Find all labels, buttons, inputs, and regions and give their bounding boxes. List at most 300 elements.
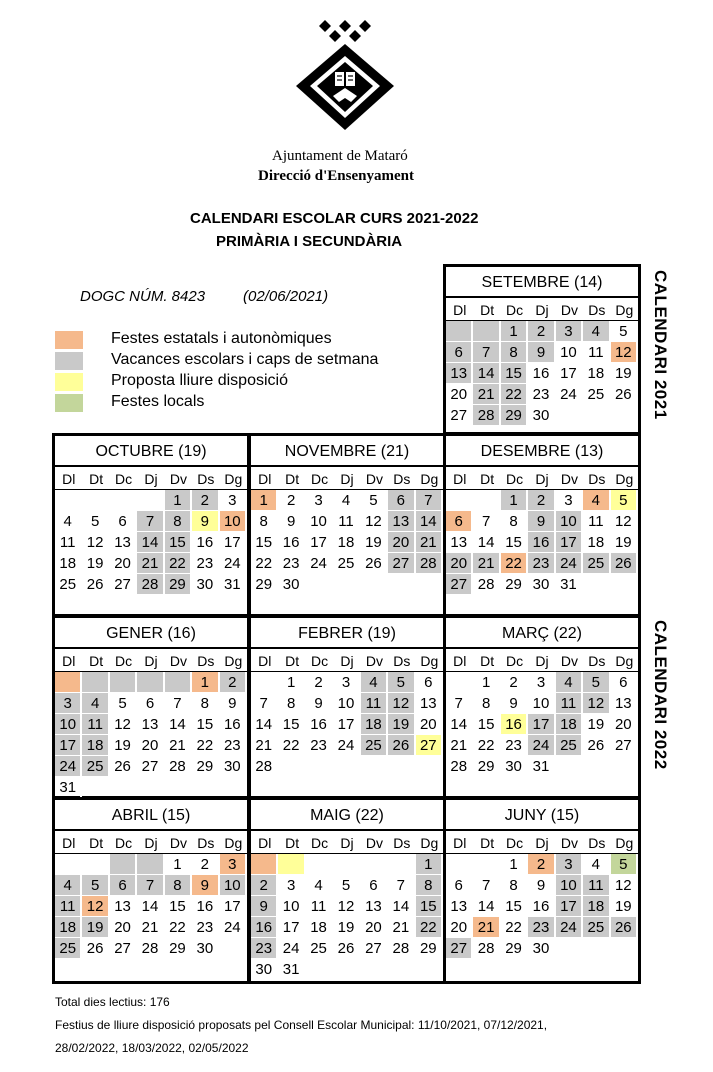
day-cell: 21 xyxy=(137,917,164,938)
weekday-header: Dj xyxy=(528,651,555,672)
day-cell: 18 xyxy=(583,363,610,384)
day-cell: 6 xyxy=(110,511,137,532)
day-cell: 1 xyxy=(278,672,305,693)
department-name: Direcció d'Ensenyament xyxy=(258,168,414,184)
day-cell: 16 xyxy=(306,714,333,735)
month-title: GENER (16) xyxy=(55,618,247,649)
day-cell: 31 xyxy=(220,574,247,595)
day-cell: 12 xyxy=(611,875,638,896)
day-cell: 4 xyxy=(583,490,610,511)
day-cell: 7 xyxy=(416,490,443,511)
day-cell: 3 xyxy=(333,672,360,693)
weekday-header: Dl xyxy=(55,833,82,854)
day-cell: 17 xyxy=(55,735,82,756)
day-cell: 26 xyxy=(333,938,360,959)
day-cell: 22 xyxy=(251,553,278,574)
day-cell: 28 xyxy=(137,574,164,595)
day-cell: 2 xyxy=(220,672,247,693)
day-cell: 20 xyxy=(416,714,443,735)
day-cell: 25 xyxy=(583,553,610,574)
day-cell: 4 xyxy=(82,693,109,714)
empty-day-cell xyxy=(165,672,192,693)
day-cell: 12 xyxy=(361,511,388,532)
weekday-header: Ds xyxy=(192,651,219,672)
day-cell: 3 xyxy=(556,490,583,511)
day-cell: 8 xyxy=(501,342,528,363)
month-title: ABRIL (15) xyxy=(55,800,247,831)
day-cell: 16 xyxy=(501,714,528,735)
day-cell: 3 xyxy=(220,490,247,511)
weekday-header: Dv xyxy=(556,651,583,672)
day-cell: 7 xyxy=(473,342,500,363)
day-cell: 25 xyxy=(556,735,583,756)
day-cell: 21 xyxy=(473,384,500,405)
weekday-header: Dt xyxy=(473,833,500,854)
day-cell: 13 xyxy=(611,693,638,714)
day-cell: 5 xyxy=(611,490,638,511)
day-cell: 2 xyxy=(192,854,219,875)
weekday-header: Dg xyxy=(611,300,638,321)
day-cell: 15 xyxy=(501,532,528,553)
weekday-header: Dg xyxy=(416,833,443,854)
day-cell: 15 xyxy=(165,532,192,553)
month-title: FEBRER (19) xyxy=(251,618,443,649)
weekday-header: Ds xyxy=(388,469,415,490)
day-cell: 9 xyxy=(306,693,333,714)
day-cell: 14 xyxy=(137,896,164,917)
day-cell: 17 xyxy=(278,917,305,938)
weekday-header: Dl xyxy=(55,469,82,490)
day-cell: 28 xyxy=(137,938,164,959)
weekday-header: Dc xyxy=(110,651,137,672)
day-cell: 27 xyxy=(446,405,473,426)
day-cell: 3 xyxy=(556,321,583,342)
day-cell: 13 xyxy=(137,714,164,735)
weekday-header: Ds xyxy=(192,469,219,490)
day-cell: 24 xyxy=(278,938,305,959)
day-cell: 1 xyxy=(501,490,528,511)
month-gener xyxy=(52,615,250,799)
day-cell: 5 xyxy=(110,693,137,714)
day-cell: 30 xyxy=(278,574,305,595)
day-cell: 10 xyxy=(278,896,305,917)
mataro-coat-of-arms-logo xyxy=(288,14,403,139)
month-abril xyxy=(52,797,250,984)
day-cell: 30 xyxy=(192,938,219,959)
day-cell: 27 xyxy=(446,574,473,595)
day-cell: 31 xyxy=(528,756,555,777)
day-cell: 3 xyxy=(278,875,305,896)
day-cell: 5 xyxy=(82,511,109,532)
day-cell: 27 xyxy=(137,756,164,777)
day-cell: 18 xyxy=(306,917,333,938)
day-cell: 16 xyxy=(220,714,247,735)
day-cell: 13 xyxy=(110,896,137,917)
weekday-header: Dv xyxy=(361,651,388,672)
day-cell: 31 xyxy=(55,777,82,798)
day-cell: 1 xyxy=(165,854,192,875)
day-cell: 22 xyxy=(278,735,305,756)
day-cell: 9 xyxy=(251,896,278,917)
day-cell: 10 xyxy=(556,511,583,532)
empty-day-cell xyxy=(388,854,415,875)
weekday-header: Dv xyxy=(556,300,583,321)
month-setembre xyxy=(443,264,641,435)
day-cell: 7 xyxy=(137,511,164,532)
day-cell: 20 xyxy=(110,553,137,574)
weekday-header: Ds xyxy=(583,833,610,854)
day-cell: 11 xyxy=(333,511,360,532)
day-cell: 19 xyxy=(611,363,638,384)
day-cell: 13 xyxy=(388,511,415,532)
empty-day-cell xyxy=(82,672,109,693)
month-days-grid xyxy=(55,651,247,798)
day-cell: 25 xyxy=(583,384,610,405)
empty-day-cell xyxy=(446,321,473,342)
weekday-header: Dj xyxy=(333,833,360,854)
day-cell: 2 xyxy=(501,672,528,693)
empty-day-cell xyxy=(137,672,164,693)
day-cell: 13 xyxy=(110,532,137,553)
day-cell: 1 xyxy=(251,490,278,511)
day-cell: 11 xyxy=(583,342,610,363)
weekday-header: Dl xyxy=(251,651,278,672)
day-cell: 22 xyxy=(165,917,192,938)
day-cell: 10 xyxy=(556,342,583,363)
day-cell: 22 xyxy=(192,735,219,756)
day-cell: 4 xyxy=(583,321,610,342)
month-title: DESEMBRE (13) xyxy=(446,436,638,467)
day-cell: 1 xyxy=(473,672,500,693)
empty-day-cell xyxy=(446,672,473,693)
legend-label: Festes locals xyxy=(111,393,205,410)
weekday-header: Ds xyxy=(388,833,415,854)
weekday-header: Dc xyxy=(501,469,528,490)
day-cell: 15 xyxy=(278,714,305,735)
day-cell: 23 xyxy=(528,917,555,938)
month-days-grid xyxy=(55,833,247,959)
month-days-grid xyxy=(446,469,638,595)
weekday-header: Dj xyxy=(528,300,555,321)
day-cell: 15 xyxy=(501,896,528,917)
total-school-days: Total dies lectius: 176 xyxy=(55,995,170,1009)
day-cell: 10 xyxy=(556,875,583,896)
day-cell: 14 xyxy=(473,532,500,553)
weekday-header: Dl xyxy=(251,469,278,490)
day-cell: 16 xyxy=(528,532,555,553)
side-label-2021: CALENDARI 2021 xyxy=(651,270,670,420)
weekday-header: Dg xyxy=(220,833,247,854)
month-days-grid xyxy=(446,300,638,426)
month-title: MAIG (22) xyxy=(251,800,443,831)
day-cell: 28 xyxy=(416,553,443,574)
day-cell: 26 xyxy=(82,574,109,595)
day-cell: 6 xyxy=(361,875,388,896)
day-cell: 11 xyxy=(583,875,610,896)
day-cell: 22 xyxy=(501,384,528,405)
day-cell: 9 xyxy=(192,511,219,532)
weekday-header: Dc xyxy=(110,469,137,490)
day-cell: 31 xyxy=(278,959,305,980)
month-febrer xyxy=(248,615,446,799)
day-cell: 14 xyxy=(137,532,164,553)
day-cell: 28 xyxy=(473,574,500,595)
month-title: SETEMBRE (14) xyxy=(446,267,638,298)
day-cell: 17 xyxy=(306,532,333,553)
weekday-header: Dv xyxy=(361,833,388,854)
legend-label: Vacances escolars i caps de setmana xyxy=(111,351,379,368)
month-title: JUNY (15) xyxy=(446,800,638,831)
weekday-header: Dv xyxy=(165,651,192,672)
day-cell: 16 xyxy=(528,363,555,384)
day-cell: 20 xyxy=(446,917,473,938)
weekday-header: Dc xyxy=(501,300,528,321)
day-cell: 7 xyxy=(388,875,415,896)
day-cell: 8 xyxy=(501,511,528,532)
day-cell: 12 xyxy=(583,693,610,714)
weekday-header: Dj xyxy=(528,833,555,854)
day-cell: 10 xyxy=(220,875,247,896)
day-cell: 28 xyxy=(165,756,192,777)
day-cell: 2 xyxy=(528,854,555,875)
weekday-header: Dg xyxy=(416,651,443,672)
day-cell: 15 xyxy=(473,714,500,735)
weekday-header: Dg xyxy=(220,651,247,672)
day-cell: 10 xyxy=(333,693,360,714)
day-cell: 24 xyxy=(55,756,82,777)
day-cell: 25 xyxy=(333,553,360,574)
day-cell: 27 xyxy=(611,735,638,756)
day-cell: 8 xyxy=(165,511,192,532)
day-cell: 18 xyxy=(556,714,583,735)
day-cell: 12 xyxy=(611,342,638,363)
day-cell: 15 xyxy=(501,363,528,384)
day-cell: 5 xyxy=(611,854,638,875)
day-cell: 24 xyxy=(556,384,583,405)
day-cell: 3 xyxy=(220,854,247,875)
day-cell: 9 xyxy=(528,875,555,896)
month-title: OCTUBRE (19) xyxy=(55,436,247,467)
day-cell: 2 xyxy=(528,490,555,511)
day-cell: 1 xyxy=(501,321,528,342)
empty-day-cell xyxy=(110,490,137,511)
empty-day-cell xyxy=(137,854,164,875)
day-cell: 28 xyxy=(473,405,500,426)
day-cell: 23 xyxy=(251,938,278,959)
day-cell: 16 xyxy=(528,896,555,917)
day-cell: 16 xyxy=(251,917,278,938)
day-cell: 26 xyxy=(611,917,638,938)
day-cell: 19 xyxy=(110,735,137,756)
day-cell: 18 xyxy=(55,917,82,938)
day-cell: 11 xyxy=(306,896,333,917)
empty-day-cell xyxy=(473,490,500,511)
weekday-header: Dv xyxy=(165,469,192,490)
day-cell: 4 xyxy=(583,854,610,875)
day-cell: 22 xyxy=(165,553,192,574)
day-cell: 5 xyxy=(583,672,610,693)
day-cell: 26 xyxy=(388,735,415,756)
day-cell: 2 xyxy=(278,490,305,511)
day-cell: 4 xyxy=(55,511,82,532)
day-cell: 17 xyxy=(220,896,247,917)
day-cell: 23 xyxy=(528,553,555,574)
day-cell: 1 xyxy=(192,672,219,693)
day-cell: 28 xyxy=(388,938,415,959)
day-cell: 8 xyxy=(251,511,278,532)
day-cell: 24 xyxy=(220,553,247,574)
festius-note-line-2: 28/02/2022, 18/03/2022, 02/05/2022 xyxy=(55,1041,249,1055)
day-cell: 20 xyxy=(388,532,415,553)
day-cell: 14 xyxy=(165,714,192,735)
day-cell: 6 xyxy=(446,342,473,363)
day-cell: 17 xyxy=(528,714,555,735)
empty-day-cell xyxy=(110,854,137,875)
weekday-header: Dt xyxy=(278,469,305,490)
legend-swatch xyxy=(55,331,83,349)
dogc-date: (02/06/2021) xyxy=(243,288,329,305)
calendar-subtitle: PRIMÀRIA I SECUNDÀRIA xyxy=(216,233,403,250)
day-cell: 26 xyxy=(361,553,388,574)
day-cell: 4 xyxy=(55,875,82,896)
day-cell: 7 xyxy=(137,875,164,896)
day-cell: 16 xyxy=(192,532,219,553)
empty-day-cell xyxy=(82,490,109,511)
day-cell: 17 xyxy=(333,714,360,735)
day-cell: 20 xyxy=(361,917,388,938)
empty-day-cell xyxy=(333,854,360,875)
day-cell: 10 xyxy=(528,693,555,714)
day-cell: 11 xyxy=(583,511,610,532)
month-maig xyxy=(248,797,446,984)
weekday-header: Dg xyxy=(220,469,247,490)
weekday-header: Dv xyxy=(556,469,583,490)
day-cell: 30 xyxy=(528,405,555,426)
day-cell: 11 xyxy=(55,896,82,917)
day-cell: 21 xyxy=(251,735,278,756)
day-cell: 18 xyxy=(583,532,610,553)
day-cell: 12 xyxy=(388,693,415,714)
day-cell: 14 xyxy=(251,714,278,735)
day-cell: 6 xyxy=(416,672,443,693)
day-cell: 13 xyxy=(446,896,473,917)
day-cell: 6 xyxy=(446,511,473,532)
day-cell: 21 xyxy=(473,553,500,574)
day-cell: 30 xyxy=(528,574,555,595)
day-cell: 21 xyxy=(416,532,443,553)
empty-day-cell xyxy=(137,490,164,511)
day-cell: 25 xyxy=(583,917,610,938)
empty-day-cell xyxy=(446,490,473,511)
month-days-grid xyxy=(251,469,443,595)
weekday-header: Dg xyxy=(416,469,443,490)
day-cell: 21 xyxy=(473,917,500,938)
day-cell: 8 xyxy=(192,693,219,714)
month-marc xyxy=(443,615,641,799)
day-cell: 9 xyxy=(192,875,219,896)
day-cell: 23 xyxy=(306,735,333,756)
day-cell: 17 xyxy=(556,363,583,384)
weekday-header: Dg xyxy=(611,469,638,490)
day-cell: 7 xyxy=(473,875,500,896)
day-cell: 18 xyxy=(82,735,109,756)
festius-note-line-1: Festius de lliure disposició proposats pel Consell Escolar Municipal: 11/10/2021, 07/12/2021, xyxy=(55,1018,548,1032)
day-cell: 21 xyxy=(165,735,192,756)
day-cell: 17 xyxy=(556,532,583,553)
day-cell: 11 xyxy=(55,532,82,553)
day-cell: 24 xyxy=(220,917,247,938)
side-label-2022: CALENDARI 2022 xyxy=(651,620,670,770)
empty-day-cell xyxy=(55,854,82,875)
day-cell: 27 xyxy=(110,938,137,959)
day-cell: 18 xyxy=(333,532,360,553)
day-cell: 12 xyxy=(82,532,109,553)
day-cell: 8 xyxy=(501,875,528,896)
day-cell: 16 xyxy=(192,896,219,917)
day-cell: 12 xyxy=(611,511,638,532)
day-cell: 15 xyxy=(416,896,443,917)
day-cell: 24 xyxy=(306,553,333,574)
day-cell: 23 xyxy=(192,553,219,574)
day-cell: 29 xyxy=(501,574,528,595)
legend-label: Festes estatals i autonòmiques xyxy=(111,330,332,347)
day-cell: 3 xyxy=(306,490,333,511)
month-desembre xyxy=(443,433,641,617)
weekday-header: Dj xyxy=(137,469,164,490)
dogc-number: DOGC NÚM. 8423 xyxy=(80,288,206,305)
day-cell: 22 xyxy=(501,917,528,938)
day-cell: 19 xyxy=(82,553,109,574)
day-cell: 26 xyxy=(110,756,137,777)
weekday-header: Ds xyxy=(192,833,219,854)
weekday-header: Dt xyxy=(82,651,109,672)
weekday-header: Dj xyxy=(137,833,164,854)
day-cell: 19 xyxy=(333,917,360,938)
weekday-header: Dv xyxy=(556,833,583,854)
day-cell: 14 xyxy=(473,896,500,917)
weekday-header: Ds xyxy=(583,469,610,490)
calendar-title: CALENDARI ESCOLAR CURS 2021-2022 xyxy=(190,210,479,227)
empty-day-cell xyxy=(306,854,333,875)
weekday-header: Dl xyxy=(446,300,473,321)
weekday-header: Dc xyxy=(306,651,333,672)
day-cell: 12 xyxy=(110,714,137,735)
day-cell: 6 xyxy=(388,490,415,511)
day-cell: 27 xyxy=(416,735,443,756)
weekday-header: Dj xyxy=(137,651,164,672)
day-cell: 26 xyxy=(583,735,610,756)
day-cell: 5 xyxy=(388,672,415,693)
day-cell: 22 xyxy=(501,553,528,574)
weekday-header: Dc xyxy=(110,833,137,854)
day-cell: 2 xyxy=(192,490,219,511)
day-cell: 16 xyxy=(278,532,305,553)
day-cell: 11 xyxy=(556,693,583,714)
day-cell: 14 xyxy=(446,714,473,735)
day-cell: 20 xyxy=(611,714,638,735)
weekday-header: Dl xyxy=(55,651,82,672)
day-cell: 10 xyxy=(220,511,247,532)
day-cell: 22 xyxy=(473,735,500,756)
day-cell: 14 xyxy=(416,511,443,532)
day-cell: 27 xyxy=(446,938,473,959)
day-cell: 5 xyxy=(361,490,388,511)
day-cell: 21 xyxy=(137,553,164,574)
empty-day-cell xyxy=(361,854,388,875)
day-cell: 20 xyxy=(137,735,164,756)
day-cell: 24 xyxy=(528,735,555,756)
day-cell: 7 xyxy=(165,693,192,714)
